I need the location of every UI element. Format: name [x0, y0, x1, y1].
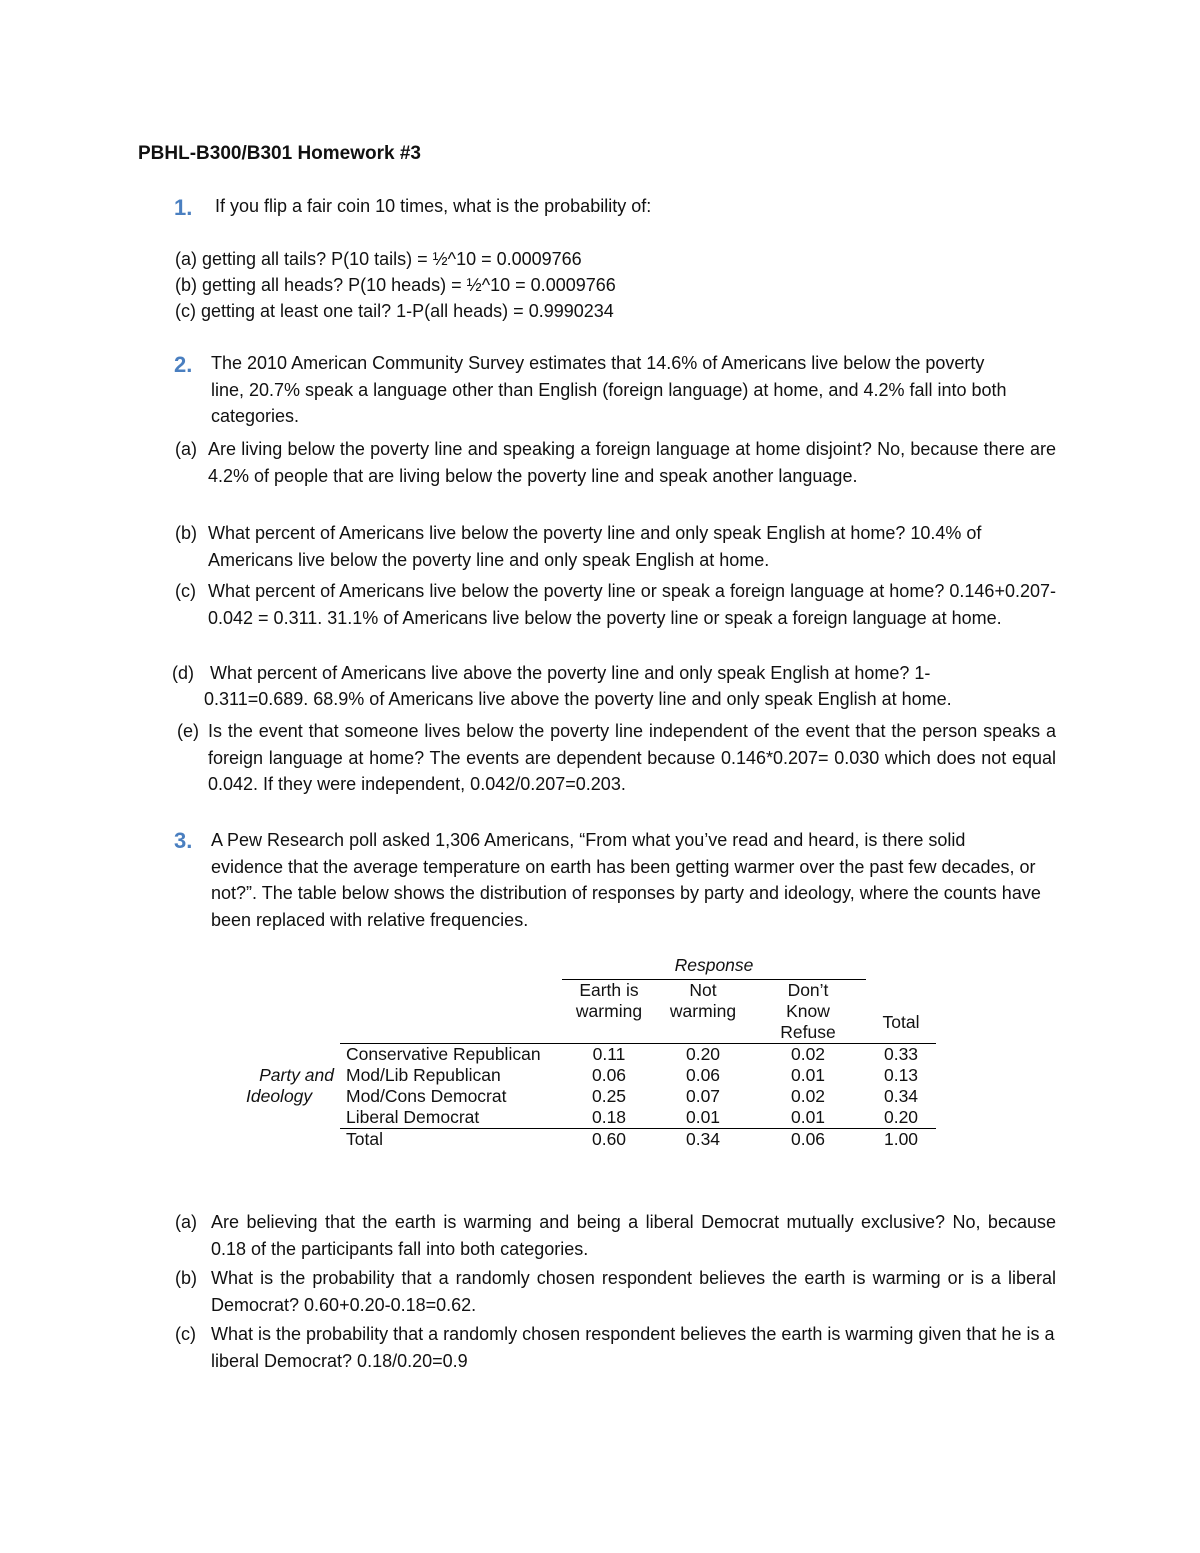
question-2-part-a-label: (a)	[175, 439, 197, 459]
row-label: Mod/Lib Republican	[346, 1065, 501, 1085]
question-1-part-c: (c) getting at least one tail? 1-P(all heads) = 0.9990234	[175, 301, 614, 321]
question-1-part-b: (b) getting all heads? P(10 heads) = ½^10 = 0.0009766	[175, 275, 616, 295]
cell-total: 0.34	[883, 1086, 919, 1106]
col-earth-warming-a: Earth is	[579, 980, 639, 1000]
page-title: PBHL-B300/B301 Homework #3	[138, 143, 421, 164]
cell-value: 0.06	[685, 1065, 721, 1085]
cell-value: 0.07	[685, 1086, 721, 1106]
cell-value: 0.11	[562, 1044, 656, 1066]
row-label: Conservative Republican	[340, 1044, 562, 1066]
question-1-number: 1.	[174, 195, 193, 220]
question-2-part-d-line2: 0.311=0.689. 68.9% of Americans live above the poverty line and only speak English at home.	[204, 689, 952, 709]
question-1-prompt: If you flip a fair coin 10 times, what is the probability of:	[215, 196, 652, 216]
col-dont-know-b: Know	[786, 1001, 830, 1021]
question-3-intro: A Pew Research poll asked 1,306 Americans, “From what you’ve read and heard, is there solid evidence that the average temperature on earth has been getting warmer over the past few decades, or not?”. The table below shows the distribution of responses by party and ideology, where the counts have been replaced with relative frequencies.	[211, 830, 1041, 930]
cell-total: 0.20	[883, 1107, 919, 1127]
question-2-part-d-line1: What percent of Americans live above the poverty line and only speak English at home? 1-	[210, 663, 931, 683]
question-2-part-e: Is the event that someone lives below the poverty line independent of the event that the person speaks a foreign language at home? The events are dependent because 0.146*0.207= 0.030 which does not equal 0.042. If they were independent, 0.042/0.207=0.203.	[208, 721, 1056, 794]
question-2-number: 2.	[174, 352, 193, 377]
cell-total: 0.13	[883, 1065, 919, 1085]
grand-total: 1.00	[866, 1129, 936, 1151]
question-2-part-e-label: (e)	[177, 721, 199, 741]
total-cell: 0.60	[562, 1129, 656, 1151]
col-dont-know-c: Refuse	[780, 1022, 836, 1042]
cell-value: 0.02	[750, 1044, 866, 1066]
col-not-warming-b: warming	[669, 1001, 737, 1021]
cell-value: 0.01	[685, 1107, 721, 1127]
question-3-number: 3.	[174, 828, 193, 853]
response-table	[240, 955, 936, 1150]
cell-value: 0.01	[790, 1107, 826, 1127]
question-1-part-a: (a) getting all tails? P(10 tails) = ½^10 = 0.0009766	[175, 249, 582, 269]
question-2-part-c-label: (c)	[175, 581, 196, 601]
question-2-part-b: What percent of Americans live below the poverty line and only speak English at home? 10.4% of Americans live below the poverty line and only speak English at home.	[208, 523, 982, 570]
question-3-part-a-label: (a)	[175, 1212, 197, 1232]
row-label: Liberal Democrat	[346, 1107, 480, 1127]
question-3-part-c: What is the probability that a randomly chosen respondent believes the earth is warming given that he is a liberal Democrat? 0.18/0.20=0.9	[211, 1324, 1055, 1371]
row-label: Mod/Cons Democrat	[346, 1086, 507, 1106]
cell-value: 0.06	[591, 1065, 627, 1085]
cell-value: 0.02	[790, 1086, 826, 1106]
cell-value: 0.20	[656, 1044, 750, 1066]
question-3-part-a: Are believing that the earth is warming and being a liberal Democrat mutually exclusive? No, because 0.18 of the participants fall into both categories.	[211, 1212, 1056, 1259]
cell-value: 0.18	[591, 1107, 627, 1127]
question-2-part-d-label: (d)	[172, 663, 194, 683]
question-3-part-c-label: (c)	[175, 1324, 196, 1344]
question-2-part-a: Are living below the poverty line and speaking a foreign language at home disjoint? No, because there are 4.2% of people that are living below the poverty line and speak another language.	[208, 439, 1056, 486]
cell-value: 0.01	[790, 1065, 826, 1085]
total-cell: 0.34	[656, 1129, 750, 1151]
question-2-part-c: What percent of Americans live below the poverty line or speak a foreign language at home? 0.146+0.207-0.042 = 0.311. 31.1% of Americans live below the poverty line or speak a foreign language at home.	[208, 581, 1056, 628]
response-header: Response	[562, 955, 866, 980]
cell-total: 0.33	[866, 1044, 936, 1066]
total-cell: 0.06	[750, 1129, 866, 1151]
question-3-part-b-label: (b)	[175, 1268, 197, 1288]
col-earth-warming-b: warming	[575, 1001, 643, 1021]
question-2-part-b-label: (b)	[175, 523, 197, 543]
total-row-label: Total	[340, 1129, 562, 1151]
col-total: Total	[882, 1011, 920, 1032]
row-group-label-b: Ideology	[246, 1086, 313, 1106]
col-dont-know-a: Don’t	[787, 980, 829, 1000]
question-2-intro: The 2010 American Community Survey estimates that 14.6% of Americans live below the poverty line, 20.7% speak a language other than English (foreign language) at home, and 4.2% fall into both categories.	[211, 353, 1007, 426]
cell-value: 0.25	[591, 1086, 627, 1106]
question-3-part-b: What is the probability that a randomly chosen respondent believes the earth is warming or is a liberal Democrat? 0.60+0.20-0.18=0.62.	[211, 1268, 1056, 1315]
col-not-warming-a: Not	[689, 980, 717, 1000]
row-group-label-a: Party and	[259, 1065, 334, 1085]
